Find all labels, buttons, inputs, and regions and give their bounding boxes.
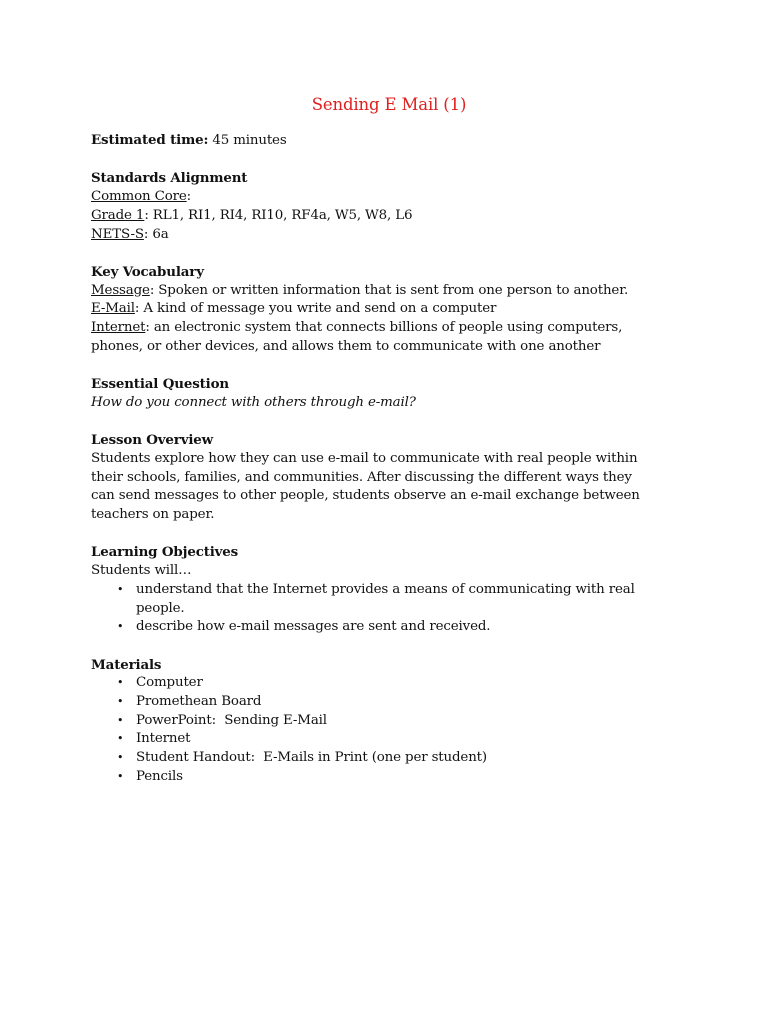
vocab-item-message — [91, 282, 681, 301]
overview-line: teachers on paper. — [91, 507, 215, 522]
common-core-suffix: : — [186, 189, 192, 205]
objective-text-continued: people. — [136, 600, 185, 616]
vocabulary-heading: Key Vocabulary — [91, 263, 204, 280]
materials-heading: Materials — [91, 656, 162, 673]
materials-list — [91, 674, 681, 786]
material-text: Computer — [136, 675, 203, 691]
list-item — [91, 618, 681, 637]
list-item — [91, 581, 681, 618]
spacer — [91, 151, 681, 170]
grade-label: Grade 1 — [91, 207, 145, 223]
vocab-definition: : an electronic system that connects billions of people using computers, — [145, 320, 623, 335]
list-item — [91, 749, 681, 768]
list-item — [91, 674, 681, 693]
common-core-label: Common Core — [91, 189, 187, 205]
common-core-line — [91, 188, 681, 207]
vocab-definition: : Spoken or written information that is sent from one person to another. — [149, 282, 629, 298]
nets-line — [91, 226, 681, 245]
grade-value: : RL1, RI1, RI4, RI10, RF4a, W5, W8, L6 — [144, 207, 413, 223]
standards-heading: Standards Alignment — [91, 170, 248, 187]
list-item — [91, 730, 681, 749]
material-text: Student Handout: E-Mails in Print (one per student) — [136, 750, 487, 766]
bullet-icon: • — [117, 695, 124, 708]
list-item — [91, 768, 681, 787]
bullet-icon: • — [117, 713, 124, 727]
vocab-definition: : A kind of message you write and send on a computer — [134, 301, 497, 317]
overview-heading: Lesson Overview — [91, 432, 214, 449]
spacer — [91, 525, 681, 544]
bullet-icon: • — [117, 732, 124, 746]
overview-line: can send messages to other people, students observe an e-mail exchange between — [91, 488, 640, 504]
material-text: Promethean Board — [136, 694, 262, 709]
document-title: Sending E Mail (1) — [311, 95, 467, 114]
objective-text: understand that the Internet provides a means of communicating with real — [136, 581, 635, 597]
material-text: Internet — [136, 731, 191, 747]
material-text: PowerPoint: Sending E-Mail — [136, 712, 327, 728]
estimated-time-line — [91, 131, 681, 151]
objective-text: describe how e-mail messages are sent and received. — [136, 619, 491, 635]
spacer — [91, 413, 681, 432]
spacer — [91, 637, 681, 656]
overview-line: Students explore how they can use e-mail to communicate with real people within — [91, 450, 638, 466]
vocab-term: Message — [91, 282, 150, 298]
objectives-heading: Learning Objectives — [91, 544, 239, 561]
grade-line — [91, 207, 681, 226]
vocab-term: E-Mail — [91, 301, 135, 317]
list-item — [91, 693, 681, 712]
material-text: Pencils — [136, 768, 183, 784]
essential-question-heading: Essential Question — [91, 376, 229, 393]
objectives-intro: Students will… — [91, 563, 192, 579]
objectives-list — [91, 581, 681, 637]
bullet-icon: • — [117, 676, 124, 690]
vocab-item-email — [91, 300, 681, 319]
bullet-icon: • — [117, 769, 124, 783]
bullet-icon: • — [117, 751, 124, 765]
spacer — [91, 356, 681, 375]
estimated-time-label: Estimated time: — [91, 132, 209, 148]
vocab-internet-continuation: phones, or other devices, and allows them to communicate with one another — [91, 338, 601, 354]
vocab-item-internet — [91, 319, 681, 338]
spacer — [91, 244, 681, 263]
bullet-icon: • — [117, 582, 124, 596]
overview-line: their schools, families, and communities. After discussing the different ways they — [91, 469, 632, 485]
nets-label: NETS-S — [91, 226, 144, 242]
document-page — [91, 94, 681, 787]
essential-question-text: How do you connect with others through e-mail? — [91, 394, 416, 410]
list-item — [91, 712, 681, 731]
vocab-term: Internet — [91, 320, 146, 335]
estimated-time-value: 45 minutes — [208, 133, 287, 148]
bullet-icon: • — [117, 620, 124, 634]
nets-value: : 6a — [143, 226, 169, 242]
